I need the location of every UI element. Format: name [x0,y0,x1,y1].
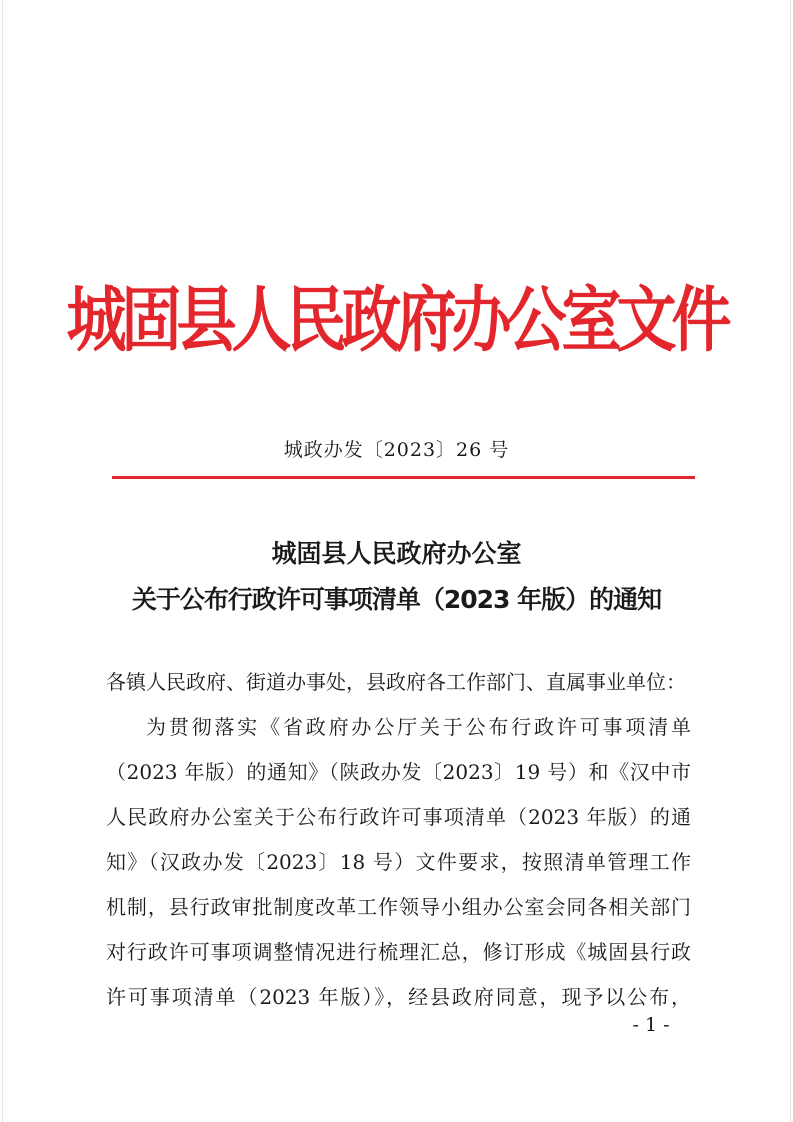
document-masthead: 城固县人民政府办公室文件 [66,279,727,363]
body-text-line: 知》（汉政办发〔2023〕18 号）文件要求，按照清单管理工作 [106,850,691,874]
notice-title-line-2: 关于公布行政许可事项清单（2023 年版）的通知 [131,585,662,614]
page-number: - 1 - [632,1014,670,1036]
notice-title-line-1: 城固县人民政府办公室 [271,539,522,568]
body-text-line: 许可事项清单（2023 年版）》，经县政府同意，现予以公布， [106,985,691,1009]
red-divider-rule [112,476,695,479]
document-number: 城政办发〔2023〕26 号 [283,439,510,461]
body-text-line: 对行政许可事项调整情况进行梳理汇总，修订形成《城固县行政 [106,940,691,964]
body-text-line: 机制，县行政审批制度改革工作领导小组办公室会同各相关部门 [106,895,691,919]
salutation-line: 各镇人民政府、街道办事处，县政府各工作部门、直属事业单位： [106,670,686,694]
body-text-line: （2023 年版）的通知》（陕政办发〔2023〕19 号）和《汉中市 [106,760,691,784]
body-text-line: 人民政府办公室关于公布行政许可事项清单（2023 年版）的通 [106,805,691,829]
body-text-line: 为贯彻落实《省政府办公厅关于公布行政许可事项清单 [146,715,691,739]
